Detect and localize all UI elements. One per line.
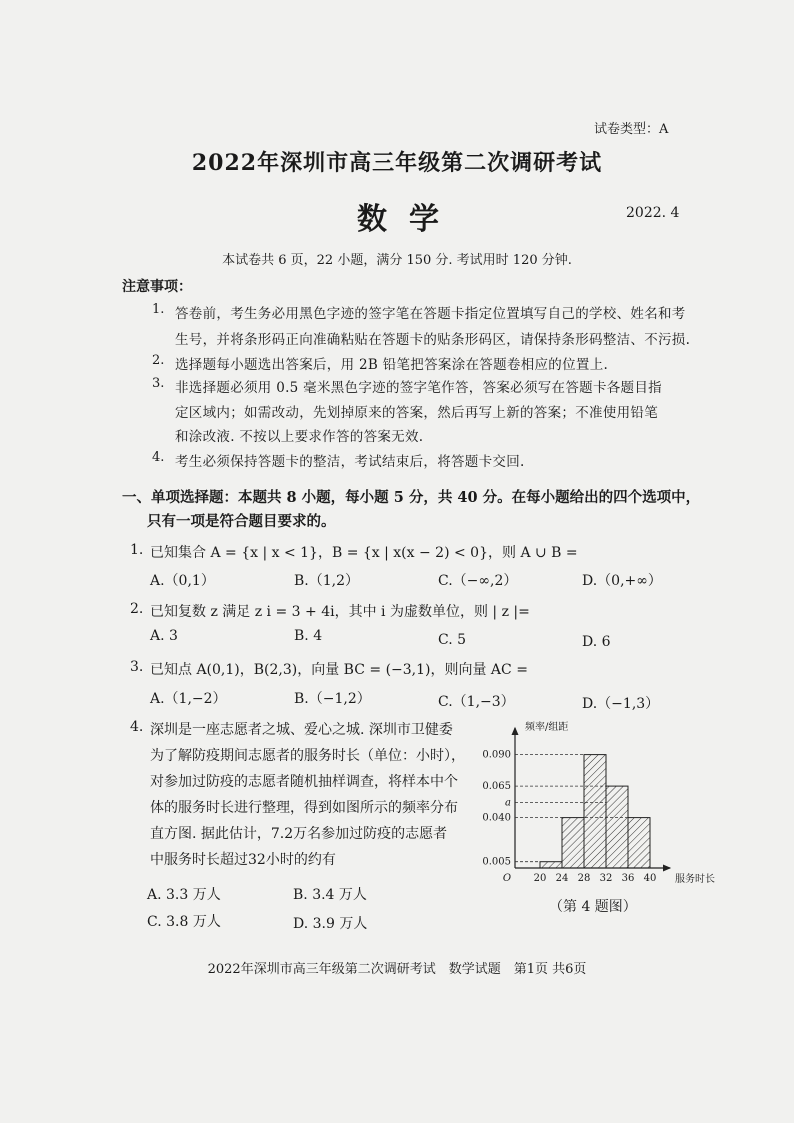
- y-tick-label: 0.090: [482, 749, 511, 761]
- notes-heading: 注意事项：: [122, 279, 192, 295]
- figure-caption: （第 4 题图）: [549, 899, 637, 915]
- option-c: C. 3.8 万人: [147, 914, 221, 930]
- frequency-histogram: [470, 720, 720, 915]
- option-d: D.（−1,3）: [582, 696, 660, 712]
- option-a: A.（0,1）: [150, 573, 215, 589]
- y-tick-label: a: [505, 797, 511, 809]
- subject-title: 数学: [357, 202, 461, 237]
- question-stem-line: 体的服务时长进行整理，得到如图所示的频率分布: [150, 800, 458, 816]
- note-number: 3.: [152, 376, 165, 391]
- option-a: A. 3: [150, 628, 178, 644]
- option-b: B.（−1,2）: [294, 691, 371, 707]
- note-line: 定区域内；如需改动，先划掉原来的答案，然后再写上新的答案；不准使用铅笔: [175, 405, 658, 421]
- histogram-bar: [606, 786, 628, 868]
- question-stem: 已知复数 z 满足 z i = 3 + 4i，其中 i 为虚数单位，则 | z |=: [150, 604, 530, 620]
- option-a: A. 3.3 万人: [147, 887, 221, 903]
- x-tick-label: 40: [643, 873, 657, 884]
- option-a: A.（1,−2）: [150, 691, 227, 707]
- option-d: D. 3.9 万人: [293, 916, 368, 932]
- page-footer: 2022年深圳市高三年级第二次调研考试 数学试题 第1页 共6页: [207, 962, 587, 977]
- exam-title: 2022年深圳市高三年级第二次调研考试: [191, 150, 603, 176]
- note-number: 1.: [152, 302, 165, 317]
- paper-type: 试卷类型：A: [594, 122, 669, 137]
- y-tick-label: 0.065: [482, 781, 511, 793]
- y-tick-label: 0.040: [482, 812, 511, 824]
- section-heading: 一、单项选择题：本题共 8 小题，每小题 5 分，共 40 分。在每小题给出的四个选项中，: [122, 489, 701, 506]
- option-c: C.（1,−3）: [438, 694, 515, 710]
- option-d: D. 6: [582, 634, 611, 650]
- question-stem: 已知集合 A = {x | x < 1}，B = {x | x(x − 2) < 0}，则 A ∪ B =: [150, 545, 578, 561]
- section-heading-cont: 只有一项是符合题目要求的。: [147, 513, 336, 530]
- note-line: 答卷前，考生务必用黑色字迹的签字笔在答题卡指定位置填写自己的学校、姓名和考: [175, 306, 686, 322]
- exam-date: 2022. 4: [626, 205, 680, 221]
- x-tick-label: 20: [533, 873, 547, 884]
- y-tick-label: 0.005: [482, 856, 511, 868]
- option-b: B. 4: [294, 628, 323, 644]
- note-line: 非选择题必须用 0.5 毫米黑色字迹的签字笔作答，答案必须写在答题卡各题目指: [175, 380, 662, 396]
- option-b: B.（1,2）: [294, 573, 360, 589]
- note-line: 生号，并将条形码正向准确粘贴在答题卡的贴条形码区，请保持条形码整洁、不污损.: [175, 332, 691, 348]
- question-number: 2.: [130, 601, 144, 617]
- note-line: 考生必须保持答题卡的整洁，考试结束后，将答题卡交回.: [175, 454, 525, 470]
- histogram-bar: [628, 818, 650, 868]
- question-stem: 已知点 A(0,1)，B(2,3)，向量 BC = (−3,1)，则向量 AC =: [150, 662, 528, 678]
- x-tick-label: 36: [621, 873, 635, 884]
- question-stem-line: 对参加过防疫的志愿者随机抽样调查，将样本中个: [150, 774, 458, 790]
- x-axis-label: 服务时长: [675, 874, 715, 885]
- histogram-bar: [562, 818, 584, 868]
- x-tick-label: 28: [577, 873, 591, 884]
- question-stem-line: 直方图. 据此估计，7.2万名参加过防疫的志愿者: [150, 826, 448, 842]
- question-number: 3.: [130, 659, 144, 675]
- question-stem-line: 深圳是一座志愿者之城、爱心之城. 深圳市卫健委: [150, 722, 453, 738]
- x-tick-label: 24: [555, 873, 569, 884]
- option-c: C.（−∞,2）: [438, 573, 518, 589]
- note-line: 和涂改液. 不按以上要求作答的答案无效.: [175, 429, 424, 445]
- histogram-bar: [540, 862, 562, 868]
- note-number: 4.: [152, 450, 165, 465]
- option-b: B. 3.4 万人: [293, 887, 367, 903]
- question-stem-line: 中服务时长超过32小时的约有: [150, 852, 336, 868]
- y-axis-label: 频率/组距: [525, 722, 569, 733]
- x-tick-label: 32: [599, 873, 613, 884]
- origin-label: O: [502, 873, 512, 884]
- option-c: C. 5: [438, 632, 467, 648]
- note-number: 2.: [152, 353, 165, 368]
- question-number: 4.: [130, 719, 144, 735]
- question-number: 1.: [130, 542, 144, 558]
- note-line: 选择题每小题选出答案后，用 2B 铅笔把答案涂在答题卷相应的位置上.: [175, 357, 609, 373]
- question-stem-line: 为了解防疫期间志愿者的服务时长（单位：小时），: [150, 748, 465, 764]
- option-d: D.（0,+∞）: [582, 573, 662, 589]
- histogram-svg: [470, 720, 720, 900]
- exam-intro: 本试卷共 6 页，22 小题，满分 150 分. 考试用时 120 分钟.: [222, 253, 572, 268]
- histogram-bar: [584, 755, 606, 868]
